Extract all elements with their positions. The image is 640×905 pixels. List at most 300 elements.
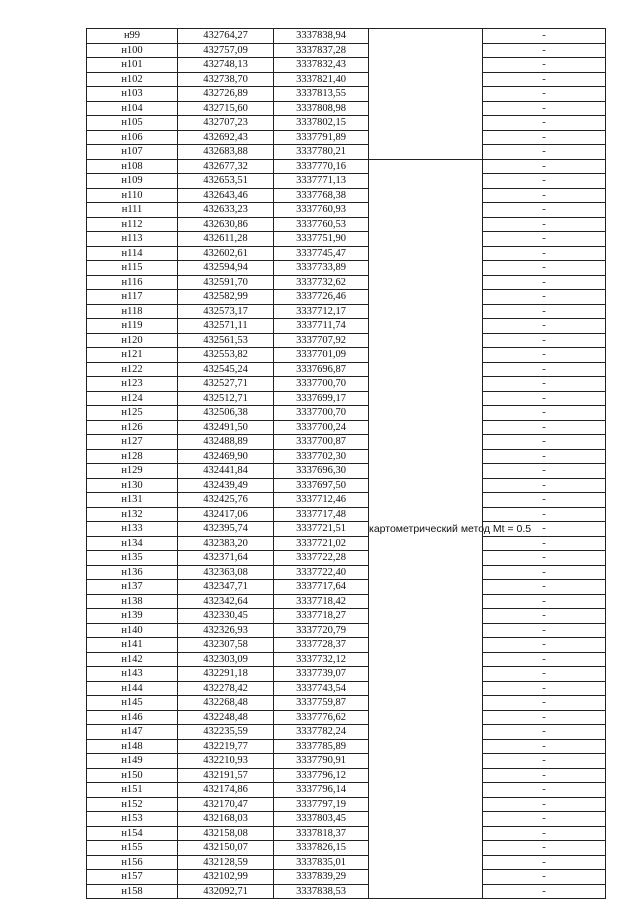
table-row [87,43,606,58]
x-coordinate-cell: 432653,51 [178,174,274,189]
table-row [87,145,606,160]
dash-cell: - [483,739,606,754]
y-coordinate-cell: 3337722,28 [274,551,369,566]
x-coordinate-cell: 432630,86 [178,217,274,232]
dash-cell: - [483,725,606,740]
y-coordinate-cell: 3337700,24 [274,420,369,435]
table-row [87,710,606,725]
x-coordinate-cell: 432168,03 [178,812,274,827]
x-coordinate-cell: 432235,59 [178,725,274,740]
x-coordinate-cell: 432582,99 [178,290,274,305]
point-name-cell: н154 [87,826,178,841]
point-name-cell: н110 [87,188,178,203]
dash-cell: - [483,333,606,348]
x-coordinate-cell: 432174,86 [178,783,274,798]
dash-cell: - [483,217,606,232]
point-name-cell: н111 [87,203,178,218]
x-coordinate-cell: 432726,89 [178,87,274,102]
table-row [87,580,606,595]
x-coordinate-cell: 432611,28 [178,232,274,247]
point-name-cell: н119 [87,319,178,334]
y-coordinate-cell: 3337711,74 [274,319,369,334]
dash-cell: - [483,319,606,334]
table-row [87,87,606,102]
x-coordinate-cell: 432594,94 [178,261,274,276]
point-name-cell: н126 [87,420,178,435]
table-row [87,812,606,827]
dash-cell: - [483,174,606,189]
y-coordinate-cell: 3337712,17 [274,304,369,319]
x-coordinate-cell: 432677,32 [178,159,274,174]
dash-cell: - [483,551,606,566]
x-coordinate-cell: 432347,71 [178,580,274,595]
y-coordinate-cell: 3337732,62 [274,275,369,290]
y-coordinate-cell: 3337780,21 [274,145,369,160]
dash-cell: - [483,362,606,377]
dash-cell: - [483,188,606,203]
point-name-cell: н123 [87,377,178,392]
dash-cell: - [483,522,606,537]
table-row [87,217,606,232]
y-coordinate-cell: 3337732,12 [274,652,369,667]
y-coordinate-cell: 3337797,19 [274,797,369,812]
dash-cell: - [483,203,606,218]
point-name-cell: н100 [87,43,178,58]
table-row [87,551,606,566]
x-coordinate-cell: 432170,47 [178,797,274,812]
x-coordinate-cell: 432757,09 [178,43,274,58]
table-row [87,855,606,870]
y-coordinate-cell: 3337702,30 [274,449,369,464]
dash-cell: - [483,797,606,812]
dash-cell: - [483,101,606,116]
dash-cell: - [483,826,606,841]
y-coordinate-cell: 3337718,27 [274,609,369,624]
x-coordinate-cell: 432573,17 [178,304,274,319]
x-coordinate-cell: 432707,23 [178,116,274,131]
table-row [87,406,606,421]
y-coordinate-cell: 3337728,37 [274,638,369,653]
dash-cell: - [483,783,606,798]
table-row [87,232,606,247]
point-name-cell: н120 [87,333,178,348]
point-name-cell: н150 [87,768,178,783]
point-name-cell: н153 [87,812,178,827]
method-cell-upper [369,29,483,160]
x-coordinate-cell: 432210,93 [178,754,274,769]
dash-cell: - [483,261,606,276]
table-row [87,783,606,798]
point-name-cell: н125 [87,406,178,421]
dash-cell: - [483,449,606,464]
y-coordinate-cell: 3337839,29 [274,870,369,885]
table-row [87,290,606,305]
y-coordinate-cell: 3337717,64 [274,580,369,595]
y-coordinate-cell: 3337700,70 [274,377,369,392]
coordinates-table [86,28,606,899]
y-coordinate-cell: 3337771,13 [274,174,369,189]
dash-cell: - [483,565,606,580]
table-row [87,333,606,348]
y-coordinate-cell: 3337700,70 [274,406,369,421]
point-name-cell: н118 [87,304,178,319]
point-name-cell: н131 [87,493,178,508]
point-name-cell: н158 [87,884,178,899]
dash-cell: - [483,768,606,783]
x-coordinate-cell: 432488,89 [178,435,274,450]
x-coordinate-cell: 432417,06 [178,507,274,522]
table-row [87,652,606,667]
y-coordinate-cell: 3337837,28 [274,43,369,58]
dash-cell: - [483,536,606,551]
y-coordinate-cell: 3337808,98 [274,101,369,116]
x-coordinate-cell: 432738,70 [178,72,274,87]
table-row [87,246,606,261]
point-name-cell: н138 [87,594,178,609]
y-coordinate-cell: 3337768,38 [274,188,369,203]
point-name-cell: н142 [87,652,178,667]
point-name-cell: н137 [87,580,178,595]
table-row [87,420,606,435]
x-coordinate-cell: 432248,48 [178,710,274,725]
y-coordinate-cell: 3337707,92 [274,333,369,348]
dash-cell: - [483,609,606,624]
y-coordinate-cell: 3337721,51 [274,522,369,537]
y-coordinate-cell: 3337700,87 [274,435,369,450]
point-name-cell: н130 [87,478,178,493]
x-coordinate-cell: 432158,08 [178,826,274,841]
dash-cell: - [483,246,606,261]
y-coordinate-cell: 3337832,43 [274,58,369,73]
point-name-cell: н143 [87,667,178,682]
y-coordinate-cell: 3337776,62 [274,710,369,725]
point-name-cell: н156 [87,855,178,870]
dash-cell: - [483,594,606,609]
x-coordinate-cell: 432527,71 [178,377,274,392]
table-row [87,493,606,508]
y-coordinate-cell: 3337813,55 [274,87,369,102]
dash-cell: - [483,870,606,885]
x-coordinate-cell: 432383,20 [178,536,274,551]
dash-cell: - [483,420,606,435]
table-row [87,101,606,116]
point-name-cell: н139 [87,609,178,624]
table-row [87,203,606,218]
table-row [87,188,606,203]
y-coordinate-cell: 3337790,91 [274,754,369,769]
table-row [87,72,606,87]
table-row [87,304,606,319]
method-cell: картометрический метод Mt = 0.5 [369,159,483,899]
table-row [87,797,606,812]
dash-cell: - [483,29,606,44]
y-coordinate-cell: 3337739,07 [274,667,369,682]
point-name-cell: н99 [87,29,178,44]
table-row [87,348,606,363]
y-coordinate-cell: 3337818,37 [274,826,369,841]
y-coordinate-cell: 3337718,42 [274,594,369,609]
table-row [87,754,606,769]
y-coordinate-cell: 3337796,14 [274,783,369,798]
x-coordinate-cell: 432545,24 [178,362,274,377]
y-coordinate-cell: 3337782,24 [274,725,369,740]
x-coordinate-cell: 432363,08 [178,565,274,580]
dash-cell: - [483,377,606,392]
x-coordinate-cell: 432439,49 [178,478,274,493]
x-coordinate-cell: 432591,70 [178,275,274,290]
point-name-cell: н113 [87,232,178,247]
x-coordinate-cell: 432278,42 [178,681,274,696]
point-name-cell: н124 [87,391,178,406]
y-coordinate-cell: 3337770,16 [274,159,369,174]
table-row [87,609,606,624]
point-name-cell: н105 [87,116,178,131]
dash-cell: - [483,464,606,479]
table-row [87,391,606,406]
table-row [87,667,606,682]
dash-cell: - [483,493,606,508]
point-name-cell: н117 [87,290,178,305]
table-row [87,362,606,377]
x-coordinate-cell: 432330,45 [178,609,274,624]
y-coordinate-cell: 3337802,15 [274,116,369,131]
y-coordinate-cell: 3337759,87 [274,696,369,711]
y-coordinate-cell: 3337701,09 [274,348,369,363]
point-name-cell: н116 [87,275,178,290]
point-name-cell: н102 [87,72,178,87]
y-coordinate-cell: 3337803,45 [274,812,369,827]
table-row [87,435,606,450]
dash-cell: - [483,159,606,174]
point-name-cell: н103 [87,87,178,102]
point-name-cell: н147 [87,725,178,740]
x-coordinate-cell: 432191,57 [178,768,274,783]
dash-cell: - [483,638,606,653]
dash-cell: - [483,507,606,522]
table-row [87,884,606,899]
y-coordinate-cell: 3337745,47 [274,246,369,261]
table-row [87,116,606,131]
point-name-cell: н151 [87,783,178,798]
table-row [87,870,606,885]
y-coordinate-cell: 3337726,46 [274,290,369,305]
point-name-cell: н133 [87,522,178,537]
dash-cell: - [483,87,606,102]
x-coordinate-cell: 432512,71 [178,391,274,406]
table-row [87,464,606,479]
y-coordinate-cell: 3337821,40 [274,72,369,87]
point-name-cell: н135 [87,551,178,566]
table-row [87,507,606,522]
y-coordinate-cell: 3337697,50 [274,478,369,493]
table-row [87,623,606,638]
table-row [87,739,606,754]
table-row [87,725,606,740]
x-coordinate-cell: 432553,82 [178,348,274,363]
table-row [87,130,606,145]
y-coordinate-cell: 3337717,48 [274,507,369,522]
y-coordinate-cell: 3337720,79 [274,623,369,638]
table-row [87,478,606,493]
table-row [87,275,606,290]
point-name-cell: н109 [87,174,178,189]
point-name-cell: н145 [87,696,178,711]
point-name-cell: н132 [87,507,178,522]
point-name-cell: н140 [87,623,178,638]
y-coordinate-cell: 3337696,30 [274,464,369,479]
point-name-cell: н136 [87,565,178,580]
point-name-cell: н108 [87,159,178,174]
dash-cell: - [483,812,606,827]
y-coordinate-cell: 3337721,02 [274,536,369,551]
x-coordinate-cell: 432469,90 [178,449,274,464]
y-coordinate-cell: 3337712,46 [274,493,369,508]
y-coordinate-cell: 3337760,93 [274,203,369,218]
point-name-cell: н146 [87,710,178,725]
x-coordinate-cell: 432715,60 [178,101,274,116]
x-coordinate-cell: 432342,64 [178,594,274,609]
y-coordinate-cell: 3337791,89 [274,130,369,145]
table-row [87,261,606,276]
dash-cell: - [483,478,606,493]
table-row [87,449,606,464]
y-coordinate-cell: 3337699,17 [274,391,369,406]
dash-cell: - [483,696,606,711]
point-name-cell: н122 [87,362,178,377]
y-coordinate-cell: 3337838,94 [274,29,369,44]
dash-cell: - [483,841,606,856]
dash-cell: - [483,72,606,87]
y-coordinate-cell: 3337696,87 [274,362,369,377]
point-name-cell: н101 [87,58,178,73]
point-name-cell: н128 [87,449,178,464]
table-row [87,826,606,841]
table-row [87,681,606,696]
point-name-cell: н104 [87,101,178,116]
dash-cell: - [483,145,606,160]
x-coordinate-cell: 432307,58 [178,638,274,653]
point-name-cell: н121 [87,348,178,363]
dash-cell: - [483,435,606,450]
x-coordinate-cell: 432268,48 [178,696,274,711]
table-row [87,841,606,856]
dash-cell: - [483,130,606,145]
y-coordinate-cell: 3337826,15 [274,841,369,856]
dash-cell: - [483,290,606,305]
y-coordinate-cell: 3337760,53 [274,217,369,232]
x-coordinate-cell: 432291,18 [178,667,274,682]
dash-cell: - [483,681,606,696]
dash-cell: - [483,275,606,290]
dash-cell: - [483,884,606,899]
point-name-cell: н155 [87,841,178,856]
dash-cell: - [483,855,606,870]
table-row [87,377,606,392]
y-coordinate-cell: 3337722,40 [274,565,369,580]
y-coordinate-cell: 3337835,01 [274,855,369,870]
point-name-cell: н141 [87,638,178,653]
x-coordinate-cell: 432692,43 [178,130,274,145]
x-coordinate-cell: 432764,27 [178,29,274,44]
point-name-cell: н106 [87,130,178,145]
dash-cell: - [483,232,606,247]
point-name-cell: н149 [87,754,178,769]
x-coordinate-cell: 432571,11 [178,319,274,334]
table-row [87,319,606,334]
x-coordinate-cell: 432643,46 [178,188,274,203]
x-coordinate-cell: 432102,99 [178,870,274,885]
x-coordinate-cell: 432561,53 [178,333,274,348]
dash-cell: - [483,43,606,58]
dash-cell: - [483,754,606,769]
x-coordinate-cell: 432425,76 [178,493,274,508]
point-name-cell: н157 [87,870,178,885]
y-coordinate-cell: 3337796,12 [274,768,369,783]
x-coordinate-cell: 432303,09 [178,652,274,667]
point-name-cell: н115 [87,261,178,276]
dash-cell: - [483,391,606,406]
point-name-cell: н127 [87,435,178,450]
table-row [87,768,606,783]
x-coordinate-cell: 432602,61 [178,246,274,261]
x-coordinate-cell: 432128,59 [178,855,274,870]
x-coordinate-cell: 432748,13 [178,58,274,73]
point-name-cell: н107 [87,145,178,160]
x-coordinate-cell: 432633,23 [178,203,274,218]
table-row [87,159,606,174]
y-coordinate-cell: 3337743,54 [274,681,369,696]
x-coordinate-cell: 432506,38 [178,406,274,421]
dash-cell: - [483,348,606,363]
x-coordinate-cell: 432219,77 [178,739,274,754]
point-name-cell: н152 [87,797,178,812]
dash-cell: - [483,667,606,682]
x-coordinate-cell: 432683,88 [178,145,274,160]
coordinates-table-body [87,29,606,899]
dash-cell: - [483,623,606,638]
x-coordinate-cell: 432150,07 [178,841,274,856]
x-coordinate-cell: 432371,64 [178,551,274,566]
table-row [87,565,606,580]
point-name-cell: н144 [87,681,178,696]
x-coordinate-cell: 432092,71 [178,884,274,899]
table-row [87,174,606,189]
y-coordinate-cell: 3337751,90 [274,232,369,247]
x-coordinate-cell: 432395,74 [178,522,274,537]
dash-cell: - [483,580,606,595]
point-name-cell: н148 [87,739,178,754]
dash-cell: - [483,58,606,73]
dash-cell: - [483,710,606,725]
point-name-cell: н129 [87,464,178,479]
point-name-cell: н112 [87,217,178,232]
point-name-cell: н114 [87,246,178,261]
table-row [87,536,606,551]
y-coordinate-cell: 3337733,89 [274,261,369,276]
table-row [87,58,606,73]
y-coordinate-cell: 3337785,89 [274,739,369,754]
x-coordinate-cell: 432441,84 [178,464,274,479]
x-coordinate-cell: 432326,93 [178,623,274,638]
dash-cell: - [483,652,606,667]
table-row [87,29,606,44]
dash-cell: - [483,406,606,421]
dash-cell: - [483,116,606,131]
x-coordinate-cell: 432491,50 [178,420,274,435]
y-coordinate-cell: 3337838,53 [274,884,369,899]
table-row [87,638,606,653]
table-row [87,696,606,711]
